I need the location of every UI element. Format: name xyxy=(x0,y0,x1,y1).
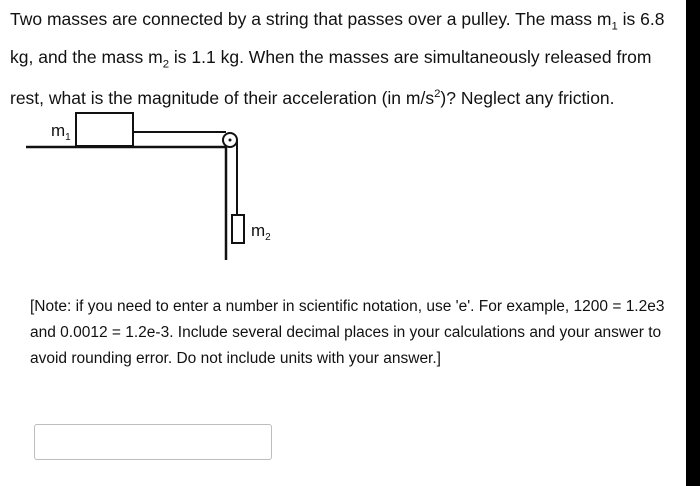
mass-2-block xyxy=(232,215,244,243)
question-text-part-3: is 1.1 kg. When the masses are simultaneously released from rest, what is the magnitude of their acceleration (in m/s xyxy=(10,46,652,108)
question-text xyxy=(10,4,682,113)
pulley-diagram xyxy=(0,100,300,270)
mass-1-block xyxy=(76,113,133,146)
question-text-part-2: is 6.8 kg, and the mass m xyxy=(10,9,665,67)
question-text-part-4: )? Neglect any friction. xyxy=(440,87,615,108)
pulley-axle-icon xyxy=(229,139,232,142)
m1-label: $m_1$ xyxy=(51,121,71,143)
right-border xyxy=(686,0,700,486)
note-text: [Note: if you need to enter a number in scientific notation, use 'e'. For example, 1200 = 1.2e3 and 0.0012 = 1.2e-3. Include several decimal places in your calculations and your answer to avoid rounding error. Do not include units with your answer.] xyxy=(30,298,665,367)
m2-label: $m_2$ xyxy=(251,221,271,243)
m1-subscript: 1 xyxy=(611,20,618,33)
answer-input[interactable] xyxy=(34,424,272,460)
question-text-part-1: Two masses are connected by a string that passes over a pulley. The mass m xyxy=(10,9,612,29)
squared-superscript: 2 xyxy=(434,88,441,100)
m2-subscript: 2 xyxy=(162,58,170,70)
